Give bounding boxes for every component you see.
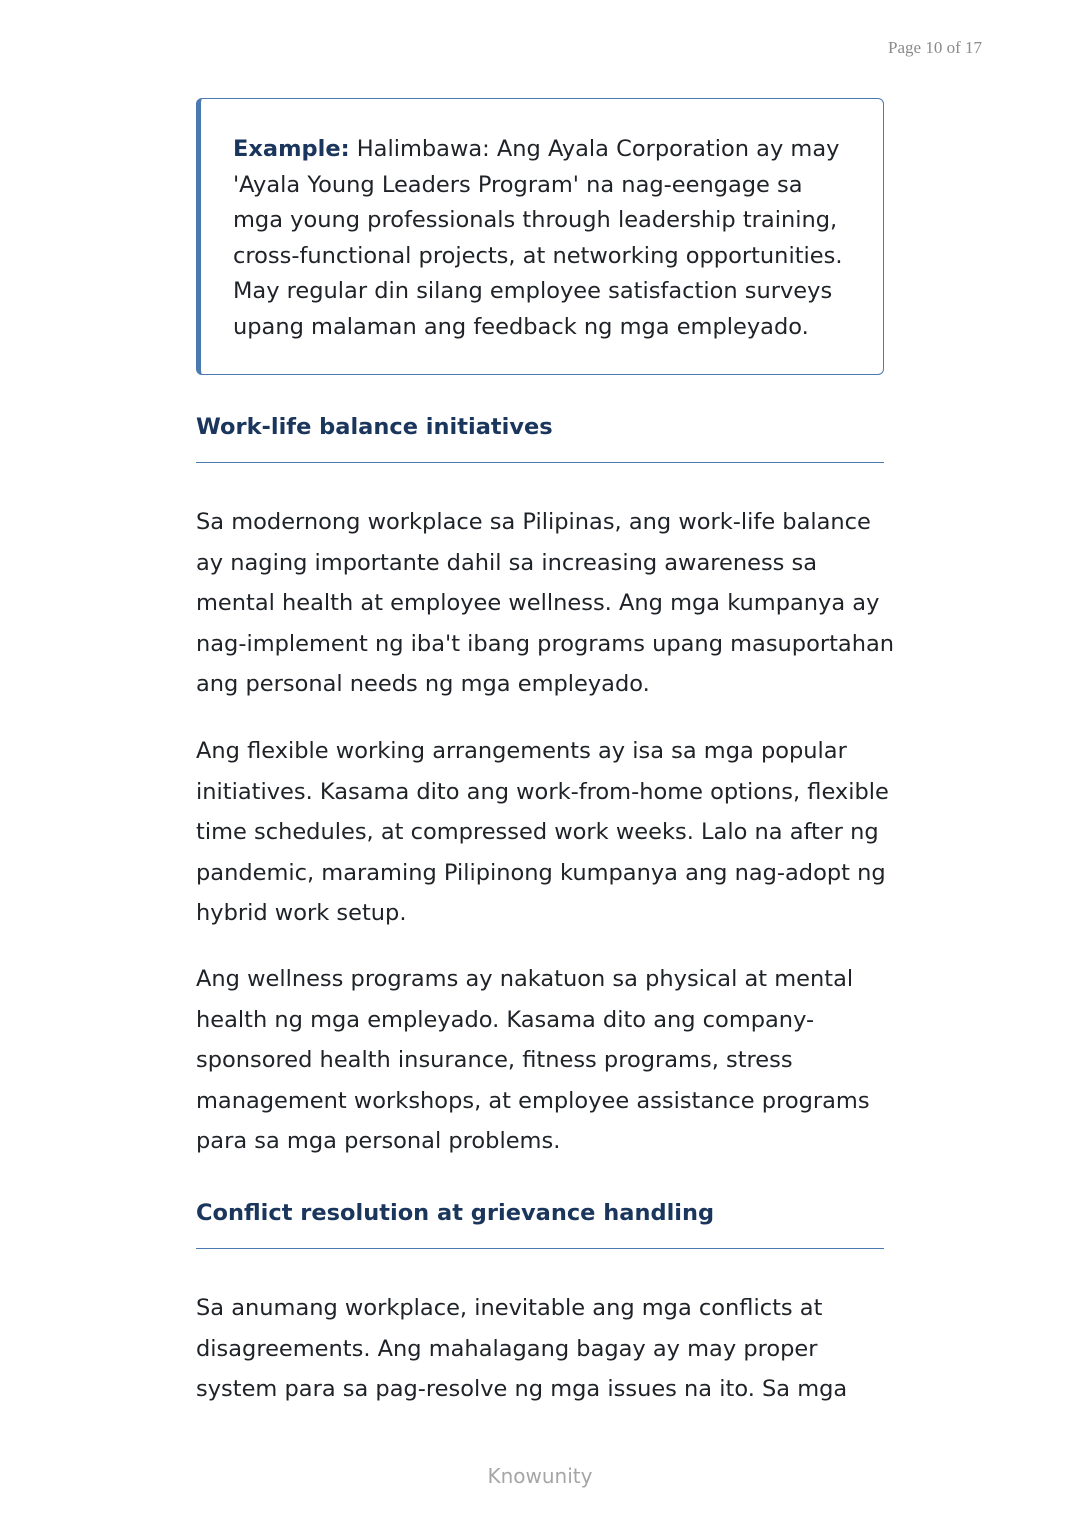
example-text: Halimbawa: Ang Ayala Corporation ay may 'Ayala Young Leaders Program' na nag-eengage sa mga young professionals through leadership training, cross-functional projects, at networking opportunities. May regular din silang employee satisfaction surveys upang malaman ang feedback ng mga empleyado. xyxy=(233,136,843,340)
example-label: Example: xyxy=(233,136,350,162)
page-number: Page 10 of 17 xyxy=(888,38,982,57)
paragraph: Sa anumang workplace, inevitable ang mga conflicts at disagreements. Ang mahalagang bagay ay may proper system para sa pag-resolve ng mga issues na ito. Sa mga xyxy=(196,1295,848,1403)
paragraph: Ang wellness programs ay nakatuon sa physical at mental health ng mga empleyado. Kasama dito ang company-sponsored health insurance, fitness programs, stress management workshops, at employee assistance programs para sa mga personal problems. xyxy=(196,966,870,1155)
section-heading-conflict-resolution: Conflict resolution at grievance handling xyxy=(196,1200,884,1249)
paragraph: Sa modernong workplace sa Pilipinas, ang work-life balance ay naging importante dahil sa increasing awareness sa mental health at employee wellness. Ang mga kumpanya ay nag-implement ng iba't ibang programs upang masuportahan ang personal needs ng mga empleyado. xyxy=(196,509,895,698)
example-callout xyxy=(196,98,884,375)
paragraph: Ang flexible working arrangements ay isa sa mga popular initiatives. Kasama dito ang work-from-home options, flexible time schedules, at compressed work weeks. Lalo na after ng pandemic, maraming Pilipinong kumpanya ang nag-adopt ng hybrid work setup. xyxy=(196,738,889,927)
section-heading-work-life-balance: Work-life balance initiatives xyxy=(196,414,884,463)
footer-brand: Knowunity xyxy=(487,1464,593,1488)
